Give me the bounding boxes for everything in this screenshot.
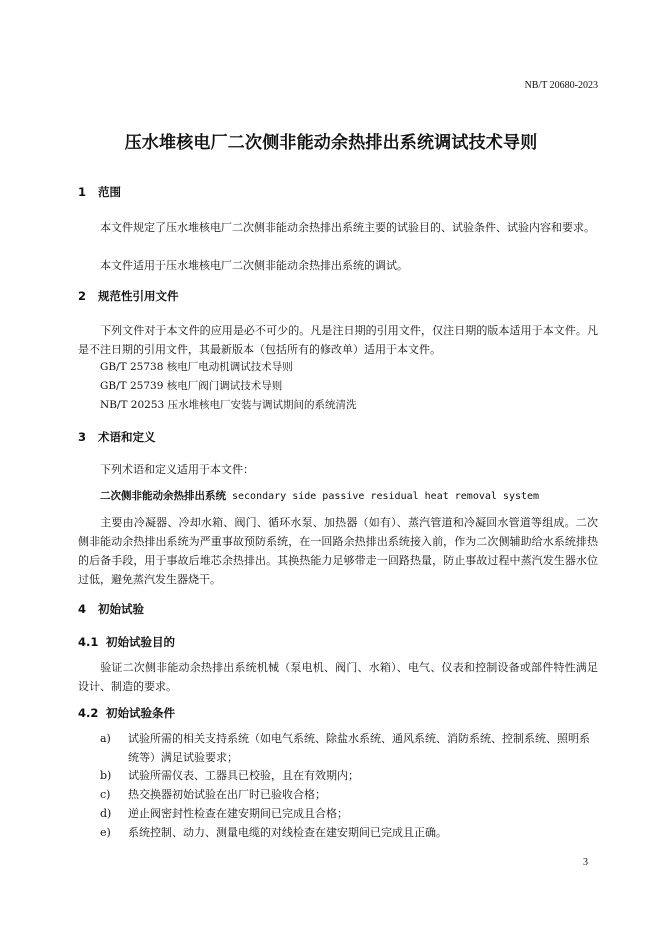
- page-title: 压水堆核电厂二次侧非能动余热排出系统调试技术导则: [124, 133, 538, 153]
- subsection-number: 4.2: [78, 706, 99, 720]
- section-3-heading: [78, 429, 156, 445]
- section-4-heading: [78, 601, 144, 617]
- paragraph: [78, 321, 598, 359]
- list-text: 热交换器初始试验在出厂时已验收合格；: [128, 788, 326, 801]
- term-english: secondary side passive residual heat removal system: [232, 491, 540, 502]
- list-text: 试验所需仪表、工器具已校验，且在有效期内；: [128, 769, 359, 782]
- paragraph-text: 下列术语和定义适用于本文件：: [100, 463, 254, 476]
- term-chinese: 二次侧非能动余热排出系统: [100, 490, 226, 502]
- paragraph: [78, 658, 598, 696]
- section-1-heading: [78, 184, 121, 200]
- normative-reference: GB/T 25738 核电厂电动机调试技术导则: [100, 361, 293, 373]
- normative-reference: GB/T 25739 核电厂阀门调试技术导则: [100, 380, 283, 392]
- list-label: c): [100, 788, 111, 801]
- term-definition: [78, 513, 598, 589]
- paragraph: [78, 256, 598, 275]
- list-item: [100, 823, 600, 842]
- subsection-4-2-heading: [78, 705, 175, 721]
- paragraph-text: 主要由冷凝器、冷却水箱、阀门、循环水泵、加热器（如有）、蒸汽管道和冷凝回水管道等组成。二次侧非能动余热排出系统为严重事故预防系统，在一回路余热排出系统接入前，作为二次侧辅助给水系统排热的后备手段，用于事故后堆芯余热排出。其换热能力足够带走一回路热量，防止事故过程中蒸汽发生器水位过低，避免蒸汽发生器烧干。: [78, 516, 598, 586]
- list-item: [100, 785, 600, 804]
- section-number: 3: [78, 430, 87, 444]
- page-number: 3: [583, 857, 588, 868]
- section-number: 2: [78, 289, 87, 303]
- list-label: a): [100, 732, 111, 745]
- section-number: 1: [78, 185, 87, 199]
- paragraph: [78, 460, 598, 479]
- paragraph-text: 本文件适用于压水堆核电厂二次侧非能动余热排出系统的调试。: [100, 259, 408, 272]
- paragraph-text: 下列文件对于本文件的应用是必不可少的。凡是注日期的引用文件，仅注日期的版本适用于本文件。凡是不注日期的引用文件，其最新版本（包括所有的修改单）适用于本文件。: [78, 324, 598, 356]
- list-item: [100, 766, 600, 785]
- paragraph-text: 本文件规定了压水堆核电厂二次侧非能动余热排出系统主要的试验目的、试验条件、试验内容和要求。: [100, 221, 595, 234]
- section-2-heading: [78, 288, 179, 304]
- list-label: e): [100, 826, 111, 839]
- list-text: 试验所需的相关支持系统（如电气系统、除盐水系统、通风系统、消防系统、控制系统、照明系统等）满足试验要求；: [128, 732, 590, 764]
- list-item: [100, 804, 600, 823]
- subsection-4-1-heading: [78, 634, 175, 650]
- list-label: b): [100, 769, 112, 782]
- section-number: 4: [78, 602, 87, 616]
- section-title: 术语和定义: [98, 430, 156, 444]
- list-item: [100, 729, 600, 767]
- section-title: 规范性引用文件: [98, 289, 179, 303]
- section-title: 范围: [98, 185, 121, 199]
- list-label: d): [100, 807, 112, 820]
- subsection-title: 初始试验条件: [106, 706, 175, 720]
- normative-reference: NB/T 20253 压水堆核电厂安装与调试期间的系统清洗: [100, 399, 357, 411]
- term-entry: [100, 488, 539, 503]
- paragraph-text: 验证二次侧非能动余热排出系统机械（泵电机、阀门、水箱）、电气、仪表和控制设备或部件特性满足设计、制造的要求。: [78, 661, 598, 693]
- list-text: 系统控制、动力、测量电缆的对线检查在建安期间已完成且正确。: [128, 826, 447, 839]
- list-text: 逆止阀密封性检查在建安期间已完成且合格；: [128, 807, 348, 820]
- standard-code: NB/T 20680-2023: [524, 80, 598, 91]
- paragraph: [78, 218, 598, 237]
- subsection-number: 4.1: [78, 635, 99, 649]
- subsection-title: 初始试验目的: [106, 635, 175, 649]
- section-title: 初始试验: [98, 602, 144, 616]
